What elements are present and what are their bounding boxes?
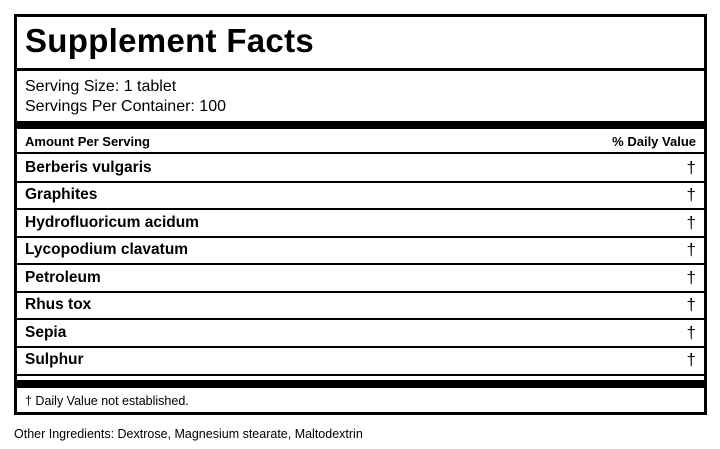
daily-value-dagger: † xyxy=(686,350,696,369)
serving-info xyxy=(25,77,226,117)
daily-value-dagger: † xyxy=(686,267,696,287)
panel-title: Supplement Facts xyxy=(25,22,315,59)
ingredient-name: Graphites xyxy=(25,186,98,203)
ingredient-row xyxy=(25,264,696,291)
daily-value-header: % Daily Value xyxy=(612,134,696,149)
column-header xyxy=(25,134,696,149)
ingredient-name: Lycopodium clavatum xyxy=(25,241,189,258)
ingredient-name: Berberis vulgaris xyxy=(25,158,152,176)
daily-value-dagger: † xyxy=(686,322,696,342)
daily-value-dagger: † xyxy=(686,240,696,259)
servings-per-container: Servings Per Container: 100 xyxy=(25,98,226,115)
amount-per-serving-header: Amount Per Serving xyxy=(25,134,150,149)
ingredient-row xyxy=(25,209,696,236)
ingredient-name: Rhus tox xyxy=(25,296,92,313)
serving-size: Serving Size: 1 tablet xyxy=(25,78,177,95)
daily-value-dagger: † xyxy=(686,185,696,204)
footnote: † Daily Value not established. xyxy=(25,394,189,408)
ingredient-name: Sepia xyxy=(25,323,67,341)
ingredient-row xyxy=(25,154,696,181)
thick-divider-bottom xyxy=(17,380,704,388)
thick-divider-top xyxy=(17,121,704,129)
other-ingredients: Other Ingredients: Dextrose, Magnesium stearate, Maltodextrin xyxy=(14,427,363,441)
daily-value-dagger: † xyxy=(686,157,696,177)
list-end-divider xyxy=(17,374,704,376)
supplement-facts-panel xyxy=(14,14,707,415)
ingredient-row xyxy=(25,319,696,346)
daily-value-dagger: † xyxy=(686,295,696,314)
ingredient-name: Sulphur xyxy=(25,351,84,368)
ingredient-row xyxy=(25,237,696,264)
ingredient-row xyxy=(25,292,696,319)
title-divider xyxy=(17,68,704,71)
ingredient-name: Petroleum xyxy=(25,268,101,286)
ingredient-row xyxy=(25,182,696,209)
daily-value-dagger: † xyxy=(686,212,696,232)
ingredient-row xyxy=(25,347,696,374)
ingredient-name: Hydrofluoricum acidum xyxy=(25,213,199,231)
